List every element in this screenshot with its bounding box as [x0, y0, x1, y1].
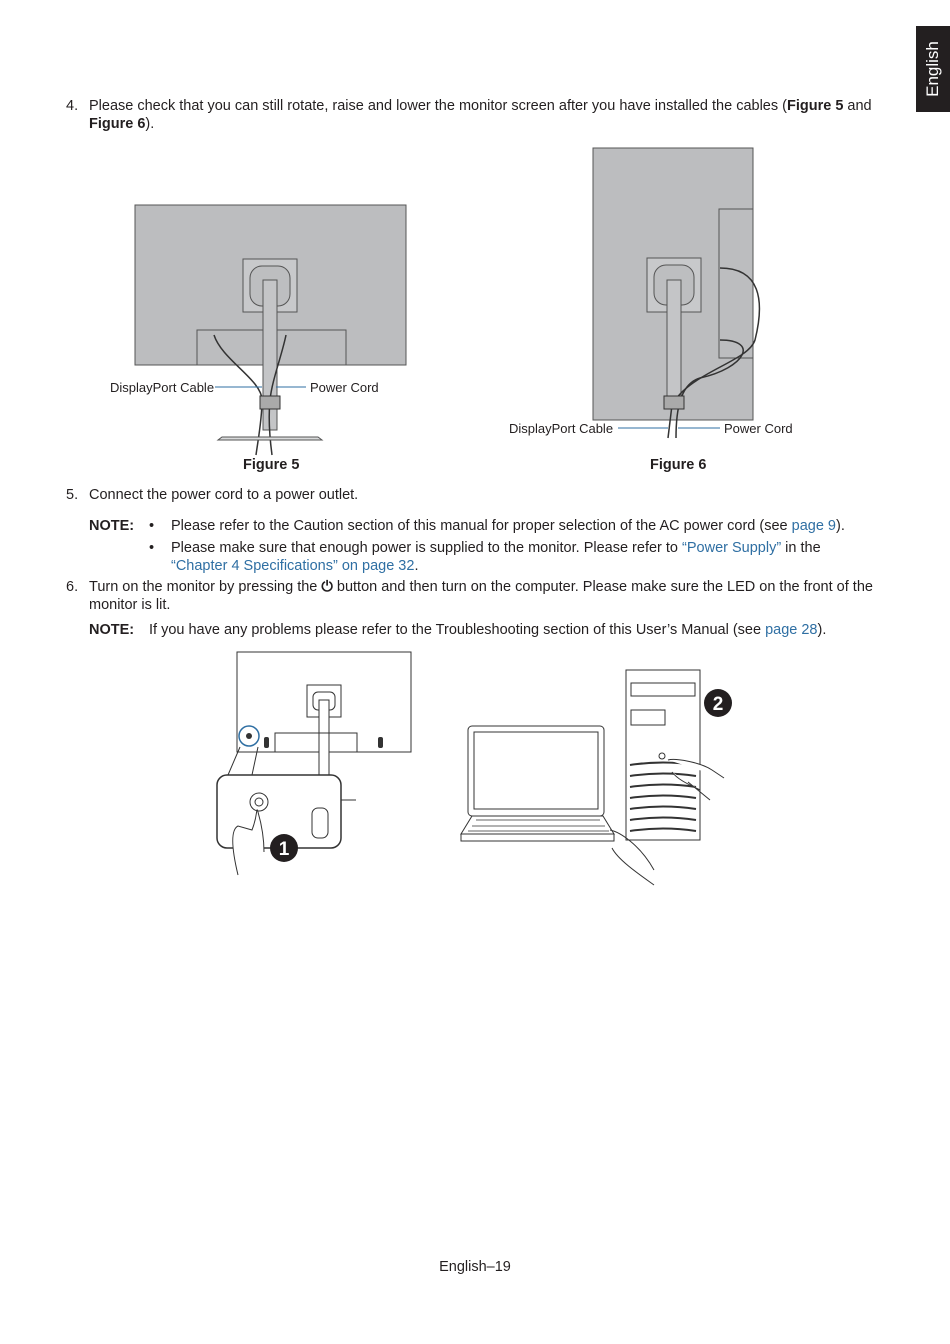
note-1-item-2-text-c: . [414, 557, 419, 574]
step-4-text-a: Please check that you can still rotate, raise and lower the monitor screen after you have installed the cables ( [89, 98, 787, 114]
figure-5-reference: Figure 5 [786, 98, 844, 114]
step-marker-2: 2 [712, 694, 724, 715]
step-5-text: Connect the power cord to a power outlet. [89, 487, 359, 503]
figure-6-power-label: Power Cord [724, 421, 793, 436]
power-supply-link[interactable]: “Power Supply” [682, 540, 782, 556]
note-1-item-2-text-b: in the [781, 540, 821, 556]
figure-6-displayport-label: DisplayPort Cable [509, 421, 614, 436]
step-4-number: 4. [66, 98, 79, 114]
note-2-text-a: If you have any problems please refer to the Troubleshooting section of this User’s Manual (see [149, 622, 766, 638]
step-marker-1: 1 [278, 839, 290, 860]
page-9-link[interactable]: page 9 [791, 518, 836, 534]
note-1-item-1-text-b: ). [835, 518, 845, 534]
step-6-number: 6. [66, 579, 79, 595]
note-2-text-b: ). [817, 622, 827, 638]
step-6-text-a: Turn on the monitor by pressing the [89, 579, 322, 595]
figure-5-caption: Figure 5 [243, 457, 300, 473]
note-1-bullet-1: • [149, 518, 155, 534]
figure-6-reference: Figure 6 [89, 115, 146, 132]
note-1-label: NOTE: [89, 518, 135, 534]
figure-5-displayport-label: DisplayPort Cable [110, 380, 215, 395]
note-1-item-1-text-a: Please refer to the Caution section of this manual for proper selection of the AC power cord (see [171, 518, 792, 534]
language-tab-label: English [923, 41, 942, 97]
page-28-link[interactable]: page 28 [765, 622, 818, 638]
step-5-number: 5. [66, 487, 79, 503]
step-4-text-b: and [843, 98, 872, 114]
note-1-item-2-text-a: Please make sure that enough power is supplied to the monitor. Please refer to [171, 540, 683, 556]
power-button-icon: ⏻ [321, 579, 333, 595]
chapter-4-specifications-link[interactable]: “Chapter 4 Specifications” on page 32 [171, 557, 415, 574]
page-footer: English–19 [439, 1259, 511, 1275]
step-4-text-c: ). [145, 115, 155, 132]
note-1-bullet-2: • [149, 540, 155, 556]
step-6-text-b: button and then turn on the computer. Please make sure the LED on the front of the monitor is lit. [89, 579, 873, 613]
figure-5-power-label: Power Cord [310, 380, 379, 395]
figure-6-caption: Figure 6 [650, 457, 707, 473]
note-2-label: NOTE: [89, 622, 135, 638]
